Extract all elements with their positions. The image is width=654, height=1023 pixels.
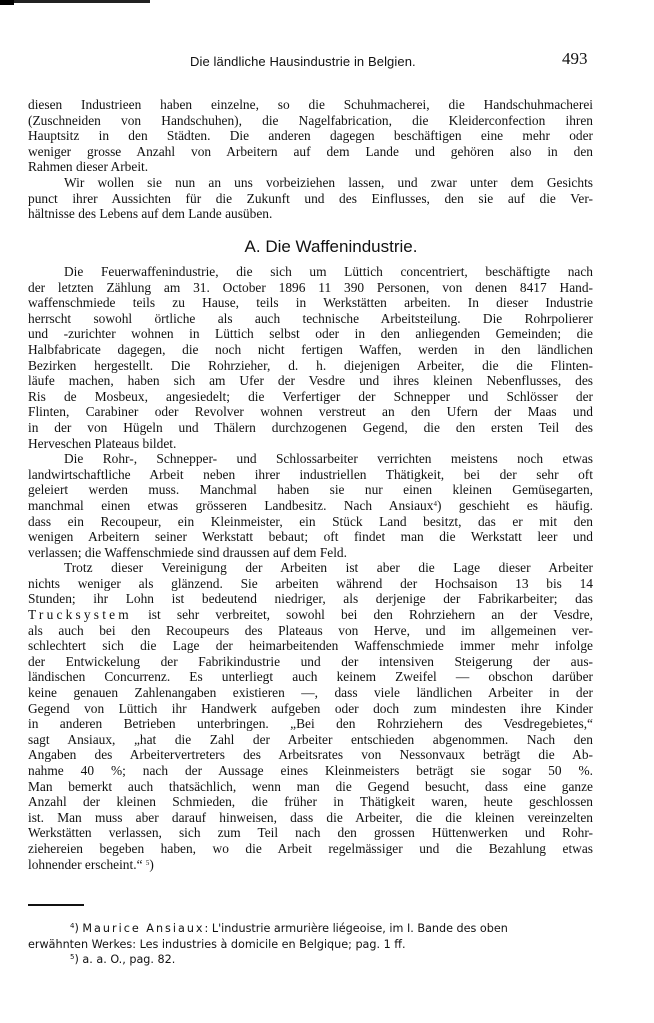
text-line: in anderen Betrieben unterbringen. „Bei den Rohrziehern des Vesdregebietes,“ bbox=[28, 716, 593, 732]
text-line: Anzahl der kleinen Schmieden, die früher in Thätigkeit waren, heute geschlossen bbox=[28, 794, 593, 810]
text-line: nichts weniger als glänzend. Sie arbeiten während der Hochsaison 13 bis 14 bbox=[28, 575, 593, 591]
text-line: punct ihrer Aussichten für die Zukunft und des Einflusses, den sie auf die Ver- bbox=[28, 190, 593, 206]
scan-edge-artifact bbox=[0, 0, 150, 3]
text-line: Angaben des Arbeitervertreters des Arbeitsrates von Nessonvaux beträgt die Ab- bbox=[28, 747, 593, 763]
text-line: ziehereien begeben haben, wo die Arbeit regelmässiger und die Bezahlung etwas bbox=[28, 840, 593, 856]
text-line: Man bemerkt auch thatsächlich, wenn man die Gegend besucht, dass eine ganze bbox=[28, 778, 593, 794]
intro-paragraph bbox=[28, 97, 593, 222]
text-line: ist. Man muss aber darauf hinweisen, dass die Arbeiter, die die kleinen vereinzelten bbox=[28, 809, 593, 825]
text-line: schlechtert sich die Lage der heimarbeitenden Waffenschmiede immer mehr infolge bbox=[28, 638, 593, 654]
footnote-separator bbox=[28, 904, 84, 906]
text-line: diesen Industrieen haben einzelne, so die Schuhmacherei, die Handschuhmacherei bbox=[28, 97, 593, 112]
text-line: dass ein Recoupeur, ein Kleinmeister, ein Stück Land besitzt, das er mit den bbox=[28, 513, 593, 529]
text-line: als auch bei den Recoupeurs des Plateaus von Herve, und im allgemeinen ver- bbox=[28, 622, 593, 638]
text-line-with-spaced-word bbox=[28, 607, 593, 623]
text-line: ländischen Concurrenz. Es unterliegt auch keinem Zweifel — obschon darüber bbox=[28, 669, 593, 685]
text-line: Gegend von Lüttich ihr Handwerk aufgeben oder doch zum mindesten ihre Kinder bbox=[28, 700, 593, 716]
text-line: herrscht sowohl örtliche als auch technische Arbeitsteilung. Die Rohrpolierer bbox=[28, 310, 593, 326]
footnote-4: $^4$) Maurice Ansiaux: L'industrie armurière liégeoise, im I. Bande des oben bbox=[70, 922, 508, 935]
text-line: Die Rohr-, Schnepper- und Schlossarbeiter verrichten meistens noch etwas bbox=[64, 451, 593, 467]
text-line: und -zurichter wohnen in Lüttich selbst oder in den anliegenden Gemeinden; die bbox=[28, 326, 593, 342]
footnote-text: ) a. a. O., pag. 82. bbox=[74, 953, 176, 966]
footnote-4-continuation: erwähnten Werkes: Les industries à domicile en Belgique; pag. 1 ff. bbox=[28, 937, 406, 951]
page-number: 493 bbox=[562, 49, 588, 68]
text-line: Ris de Mosbeux, angesiedelt; die Verfertiger der Schnepper und Schlösser der bbox=[28, 388, 593, 404]
text-line: waffenschmiede teils zu Hause, teils in Werkstätten arbeiten. In dieser Industrie bbox=[28, 295, 593, 311]
text-line: landwirtschaftliche Arbeit neben ihrer industriellen Thätigkeit, bei der sehr oft bbox=[28, 466, 593, 482]
footnote-marker: 5 bbox=[70, 953, 75, 961]
text-line: Die Feuerwaffenindustrie, die sich um Lüttich concentriert, beschäftigte nach bbox=[64, 264, 593, 279]
paragraph-firearms-industry bbox=[28, 264, 593, 872]
footnote-reference[interactable]: 4 bbox=[433, 499, 437, 508]
text-line: Bezirken hergestellt. Die Rohrzieher, d. h. diejenigen Arbeiter, die die Flinten- bbox=[28, 357, 593, 373]
text-line: hältnisse des Lebens auf dem Lande ausüben. bbox=[28, 206, 273, 222]
text-line: verlassen; die Waffenschmiede sind draussen auf dem Feld. bbox=[28, 544, 347, 560]
text-line: Hauptsitz in den Städten. Die anderen dagegen beschäftigen eine mehr oder bbox=[28, 128, 593, 144]
text-line: Werkstätten verlassen, sich zum Teil nach den grossen Hüttenwerken und Rohr- bbox=[28, 825, 593, 841]
line-text: lohnender erscheint.“ bbox=[28, 856, 143, 872]
text-line-with-footnote-ref bbox=[28, 857, 593, 873]
text-line: der letzten Zählung am 31. October 1896 11 390 Personen, von denen 8417 Hand- bbox=[28, 279, 593, 295]
line-text: manchmal einen etwas grösseren Landbesitz. Nach Ansiaux bbox=[28, 497, 434, 513]
text-line: keine genauen Zahlenangaben existieren —, dass viele ländlichen Arbeiter in der bbox=[28, 685, 593, 701]
text-line: Trotz dieser Vereinigung der Arbeiten ist aber die Lage dieser Arbeiter bbox=[64, 560, 593, 576]
footnote-author: Maurice Ansiaux bbox=[82, 922, 205, 935]
footnote-5 bbox=[28, 952, 593, 968]
line-text: ) bbox=[149, 856, 154, 872]
line-text: ) geschieht es häufig. bbox=[436, 497, 594, 513]
footnote-text: : L'industrie armurière liégeoise, im I. Bande des oben bbox=[204, 922, 508, 935]
footnote-reference[interactable]: 5 bbox=[145, 858, 150, 867]
text-line-with-footnote-ref bbox=[28, 498, 593, 514]
emphasized-word: Trucksystem bbox=[28, 607, 132, 623]
footnote-marker: 4 bbox=[70, 922, 75, 930]
text-line: sagt Ansiaux, „hat die Zahl der Arbeiter entschieden abgenommen. Nach den bbox=[28, 731, 593, 747]
text-line: weniger grosse Anzahl von Arbeitern auf dem Lande und gehören also in den bbox=[28, 143, 593, 159]
text-line: der Entwickelung der Fabrikindustrie und der intensiven Steigerung der aus- bbox=[28, 653, 593, 669]
text-line: geleiert werden muss. Manchmal haben sie nur einen kleinen Gemüsegarten, bbox=[28, 482, 593, 498]
scan-edge-artifact bbox=[0, 0, 14, 5]
section-heading: A. Die Waffenindustrie. bbox=[244, 237, 418, 256]
line-text: ist sehr verbreitet, sowohl bei den Rohrziehern an der Vesdre, bbox=[148, 607, 593, 623]
text-line: Herveschen Plateaus bildet. bbox=[28, 435, 177, 451]
text-line: Flinten, Carabiner oder Revolver wohnen verstreut an den Ufern der Maas und bbox=[28, 404, 593, 420]
text-line: Halbfabricate dagegen, die noch nicht fertigen Waffen, werden in den ländlichen bbox=[28, 341, 593, 357]
text-line: Stunden; ihr Lohn ist bedeutend niedriger, als derjenige der Fabrikarbeiter; das bbox=[28, 591, 593, 607]
text-line: nahme 40 %; nach der Aussage eines Kleinmeisters beträgt sie sogar 50 %. bbox=[28, 763, 593, 778]
text-line: Wir wollen sie nun an uns vorbeiziehen lassen, und zwar unter dem Gesichts bbox=[64, 174, 593, 190]
text-line: (Zuschneiden von Handschuhen), die Nagelfabrication, die Kleiderconfection ihren bbox=[28, 112, 593, 128]
text-line: Rahmen dieser Arbeit. bbox=[28, 159, 149, 175]
text-line: wenigen Arbeitern seiner Werkstatt bebaut; oft findet man die Werkstatt leer und bbox=[28, 529, 593, 545]
footnotes bbox=[28, 921, 593, 968]
text-line: läufe machen, haben sich am Ufer der Vesdre und ihres kleinen Nebenflusses, des bbox=[28, 373, 593, 389]
text-line: in der von Hügeln und Thälern durchzogenen Gegend, die den ersten Teil des bbox=[28, 419, 593, 435]
running-title: Die ländliche Hausindustrie in Belgien. bbox=[190, 54, 416, 69]
